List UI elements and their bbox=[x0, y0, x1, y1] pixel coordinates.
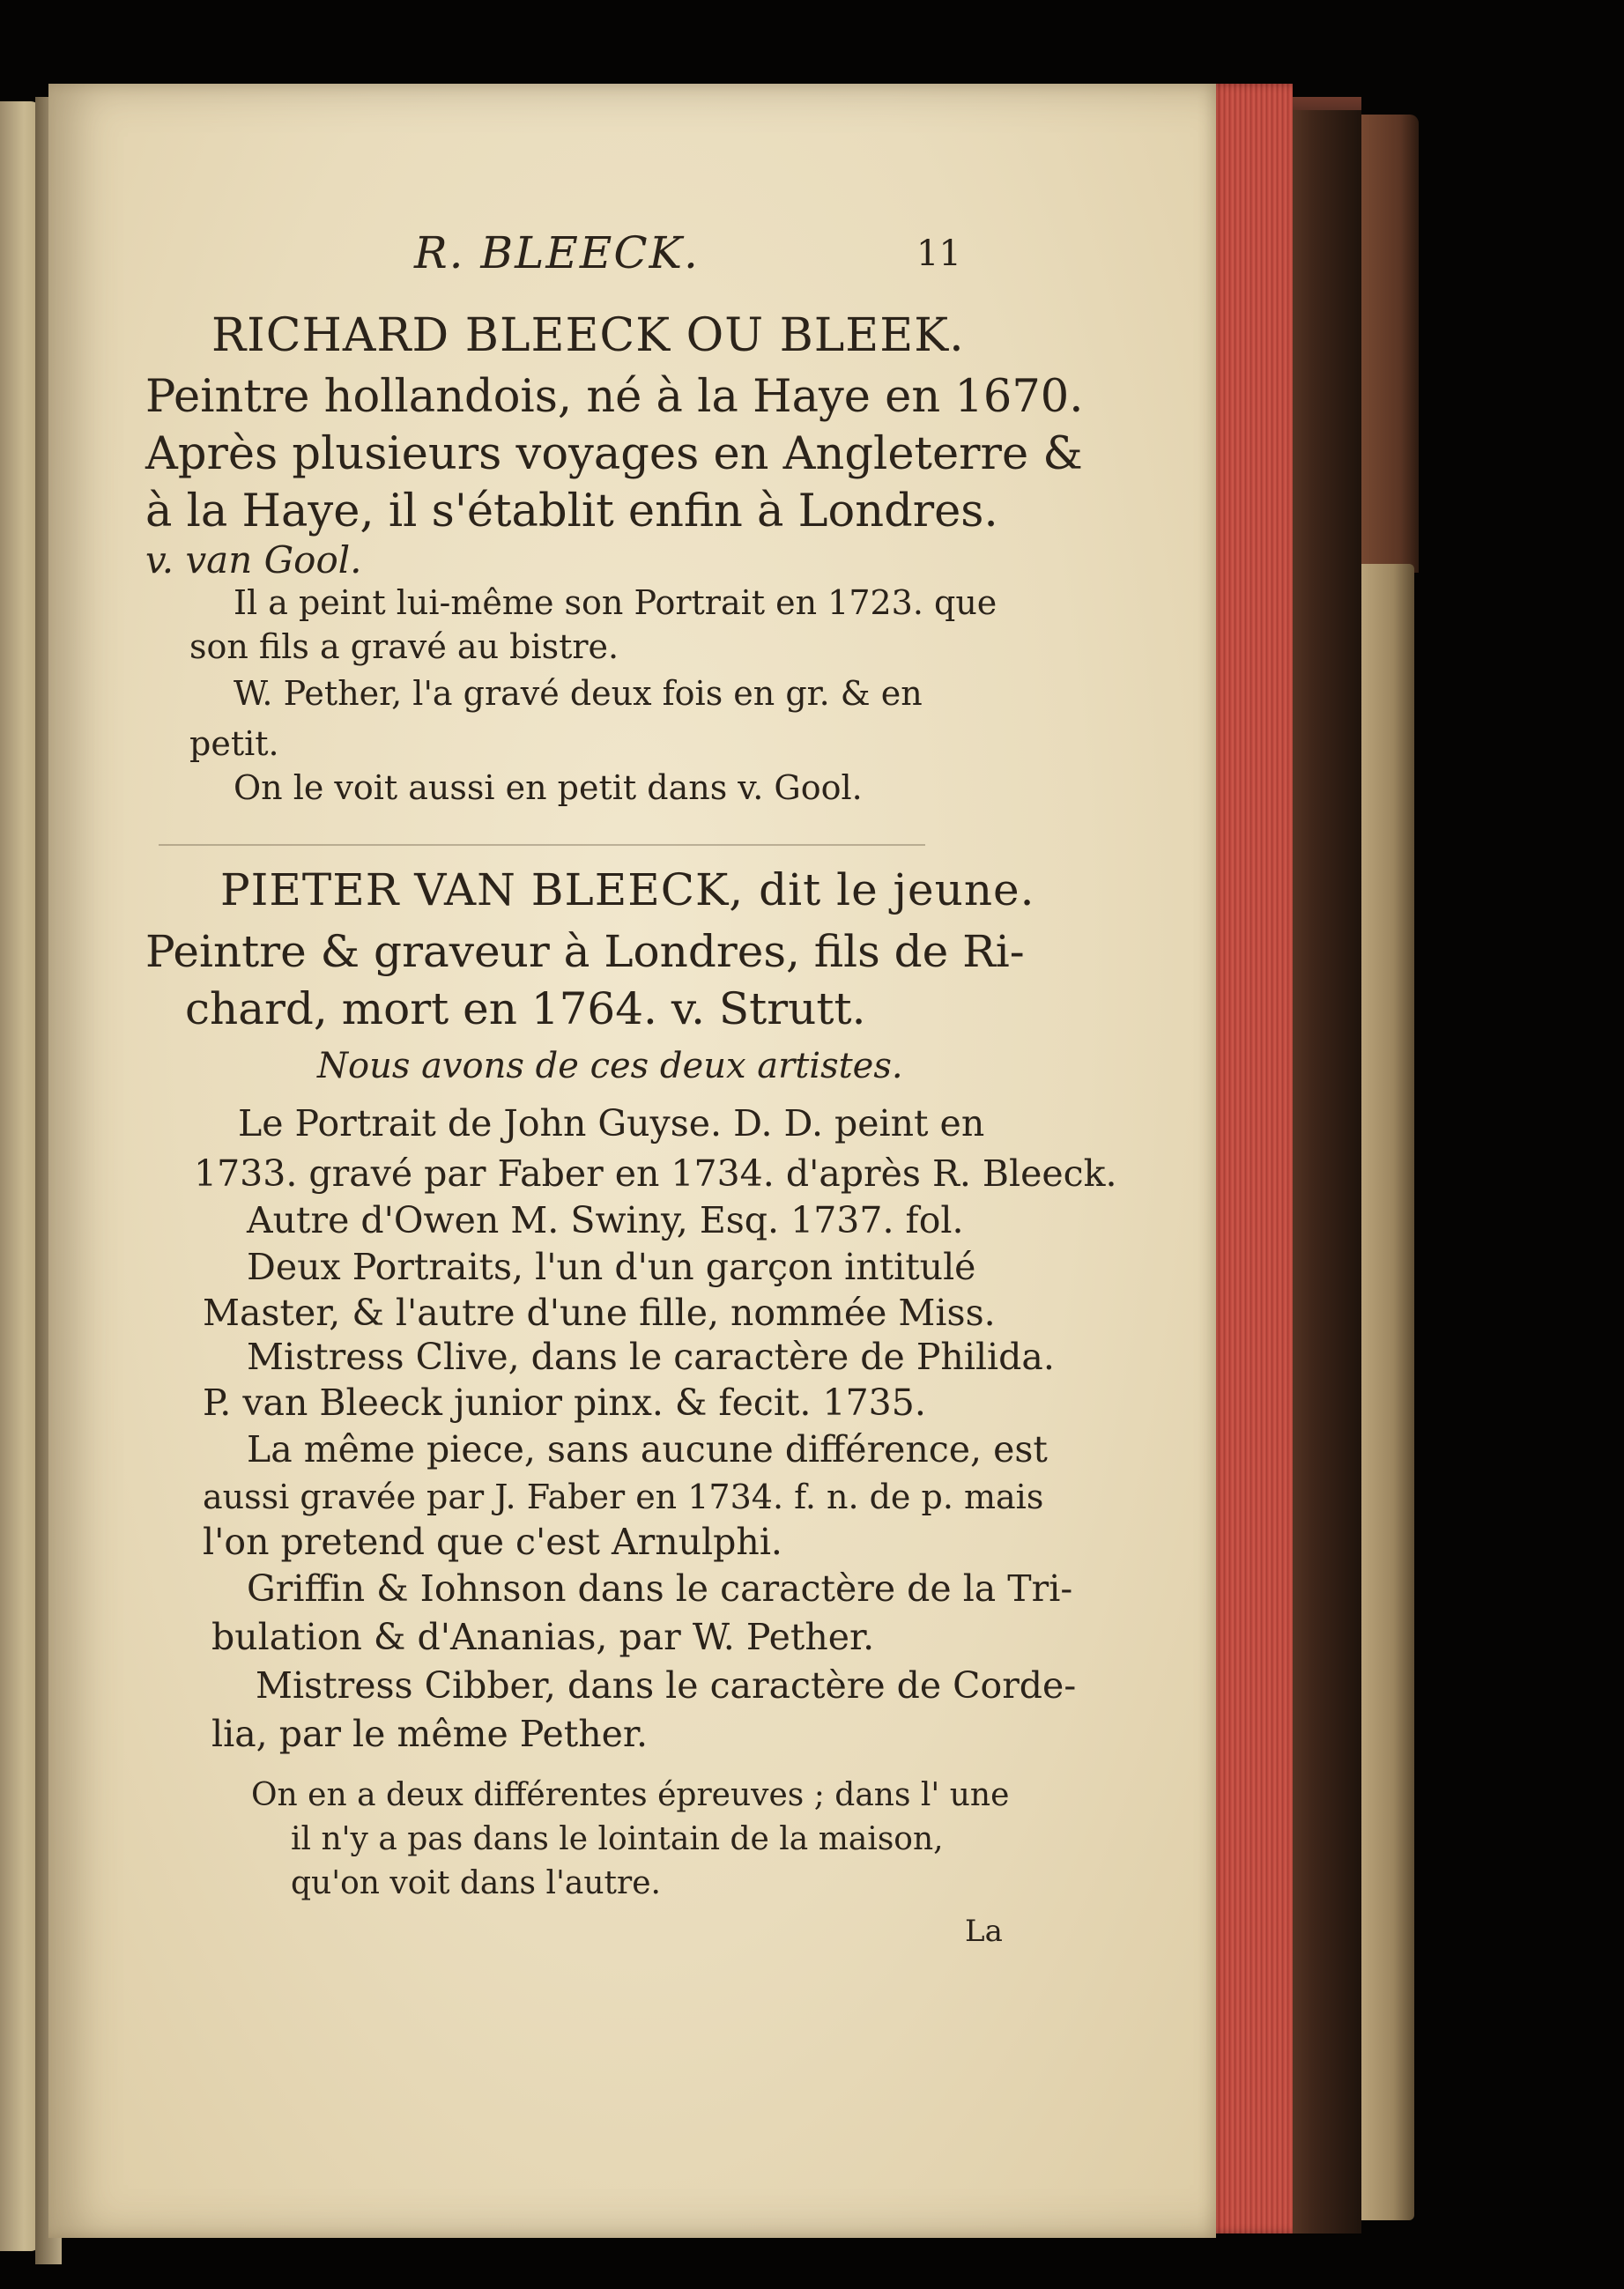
work-line: Mistress Cibber, dans le caractère de Corde- bbox=[256, 1664, 1077, 1707]
work-line: Mistress Clive, dans le caractère de Philida. bbox=[247, 1336, 1055, 1378]
entry2-heading: PIETER VAN BLEECK, dit le jeune. bbox=[220, 864, 1035, 915]
red-fore-edge bbox=[1209, 84, 1293, 2233]
work-line: aussi gravée par J. Faber en 1734. f. n. de p. mais bbox=[203, 1478, 1044, 1516]
catchword: La bbox=[965, 1914, 1003, 1949]
running-head: R. BLEECK. bbox=[414, 227, 700, 278]
work-line: 1733. gravé par Faber en 1734. d'après R. Bleeck. bbox=[194, 1152, 1117, 1195]
entry1-note: son fils a gravé au bistre. bbox=[189, 627, 619, 666]
annotation-line: On en a deux différentes épreuves ; dans l' une bbox=[251, 1777, 1010, 1813]
work-line: Le Portrait de John Guyse. D. D. peint en bbox=[238, 1102, 985, 1144]
entry1-bio-line: Peintre hollandois, né à la Haye en 1670. bbox=[145, 371, 1084, 423]
separator-rule bbox=[159, 844, 925, 846]
cover-edge bbox=[1282, 110, 1361, 2233]
entry1-note: W. Pether, l'a gravé deux fois en gr. & en bbox=[234, 674, 923, 713]
work-line: La même piece, sans aucune différence, est bbox=[247, 1428, 1048, 1470]
entry2-subheading: Nous avons de ces deux artistes. bbox=[317, 1046, 903, 1086]
work-line: bulation & d'Ananias, par W. Pether. bbox=[211, 1616, 875, 1658]
entry1-heading: RICHARD BLEECK OU BLEEK. bbox=[211, 309, 965, 362]
page-number: 11 bbox=[916, 233, 961, 274]
work-line: lia, par le même Pether. bbox=[211, 1713, 649, 1755]
entry2-bio-line: chard, mort en 1764. v. Strutt. bbox=[185, 983, 866, 1034]
entry1-note: On le voit aussi en petit dans v. Gool. bbox=[234, 768, 863, 807]
work-line: l'on pretend que c'est Arnulphi. bbox=[203, 1521, 782, 1563]
entry1-bio-line: à la Haye, il s'établit enfin à Londres. bbox=[145, 485, 998, 537]
work-line: P. van Bleeck junior pinx. & fecit. 1735. bbox=[203, 1382, 926, 1424]
work-line: Griffin & Iohnson dans le caractère de la Tri- bbox=[247, 1567, 1073, 1610]
work-line: Deux Portraits, l'un d'un garçon intitulé bbox=[247, 1246, 976, 1288]
entry1-bio-line: Après plusieurs voyages en Angleterre & bbox=[145, 428, 1083, 480]
work-line: Autre d'Owen M. Swiny, Esq. 1737. fol. bbox=[247, 1199, 964, 1241]
annotation-line: qu'on voit dans l'autre. bbox=[291, 1865, 661, 1901]
cover-upper bbox=[1357, 115, 1419, 573]
entry1-bio-line: v. van Gool. bbox=[145, 538, 362, 582]
entry1-note: petit. bbox=[189, 724, 279, 763]
left-page-edge bbox=[0, 101, 40, 2251]
annotation-line: il n'y a pas dans le lointain de la maison, bbox=[291, 1821, 944, 1857]
work-line: Master, & l'autre d'une fille, nommée Miss. bbox=[203, 1292, 996, 1334]
cover-lower bbox=[1361, 564, 1414, 2220]
entry2-bio-line: Peintre & graveur à Londres, fils de Ri- bbox=[145, 926, 1025, 977]
entry1-note: Il a peint lui-même son Portrait en 1723. que bbox=[234, 583, 997, 622]
